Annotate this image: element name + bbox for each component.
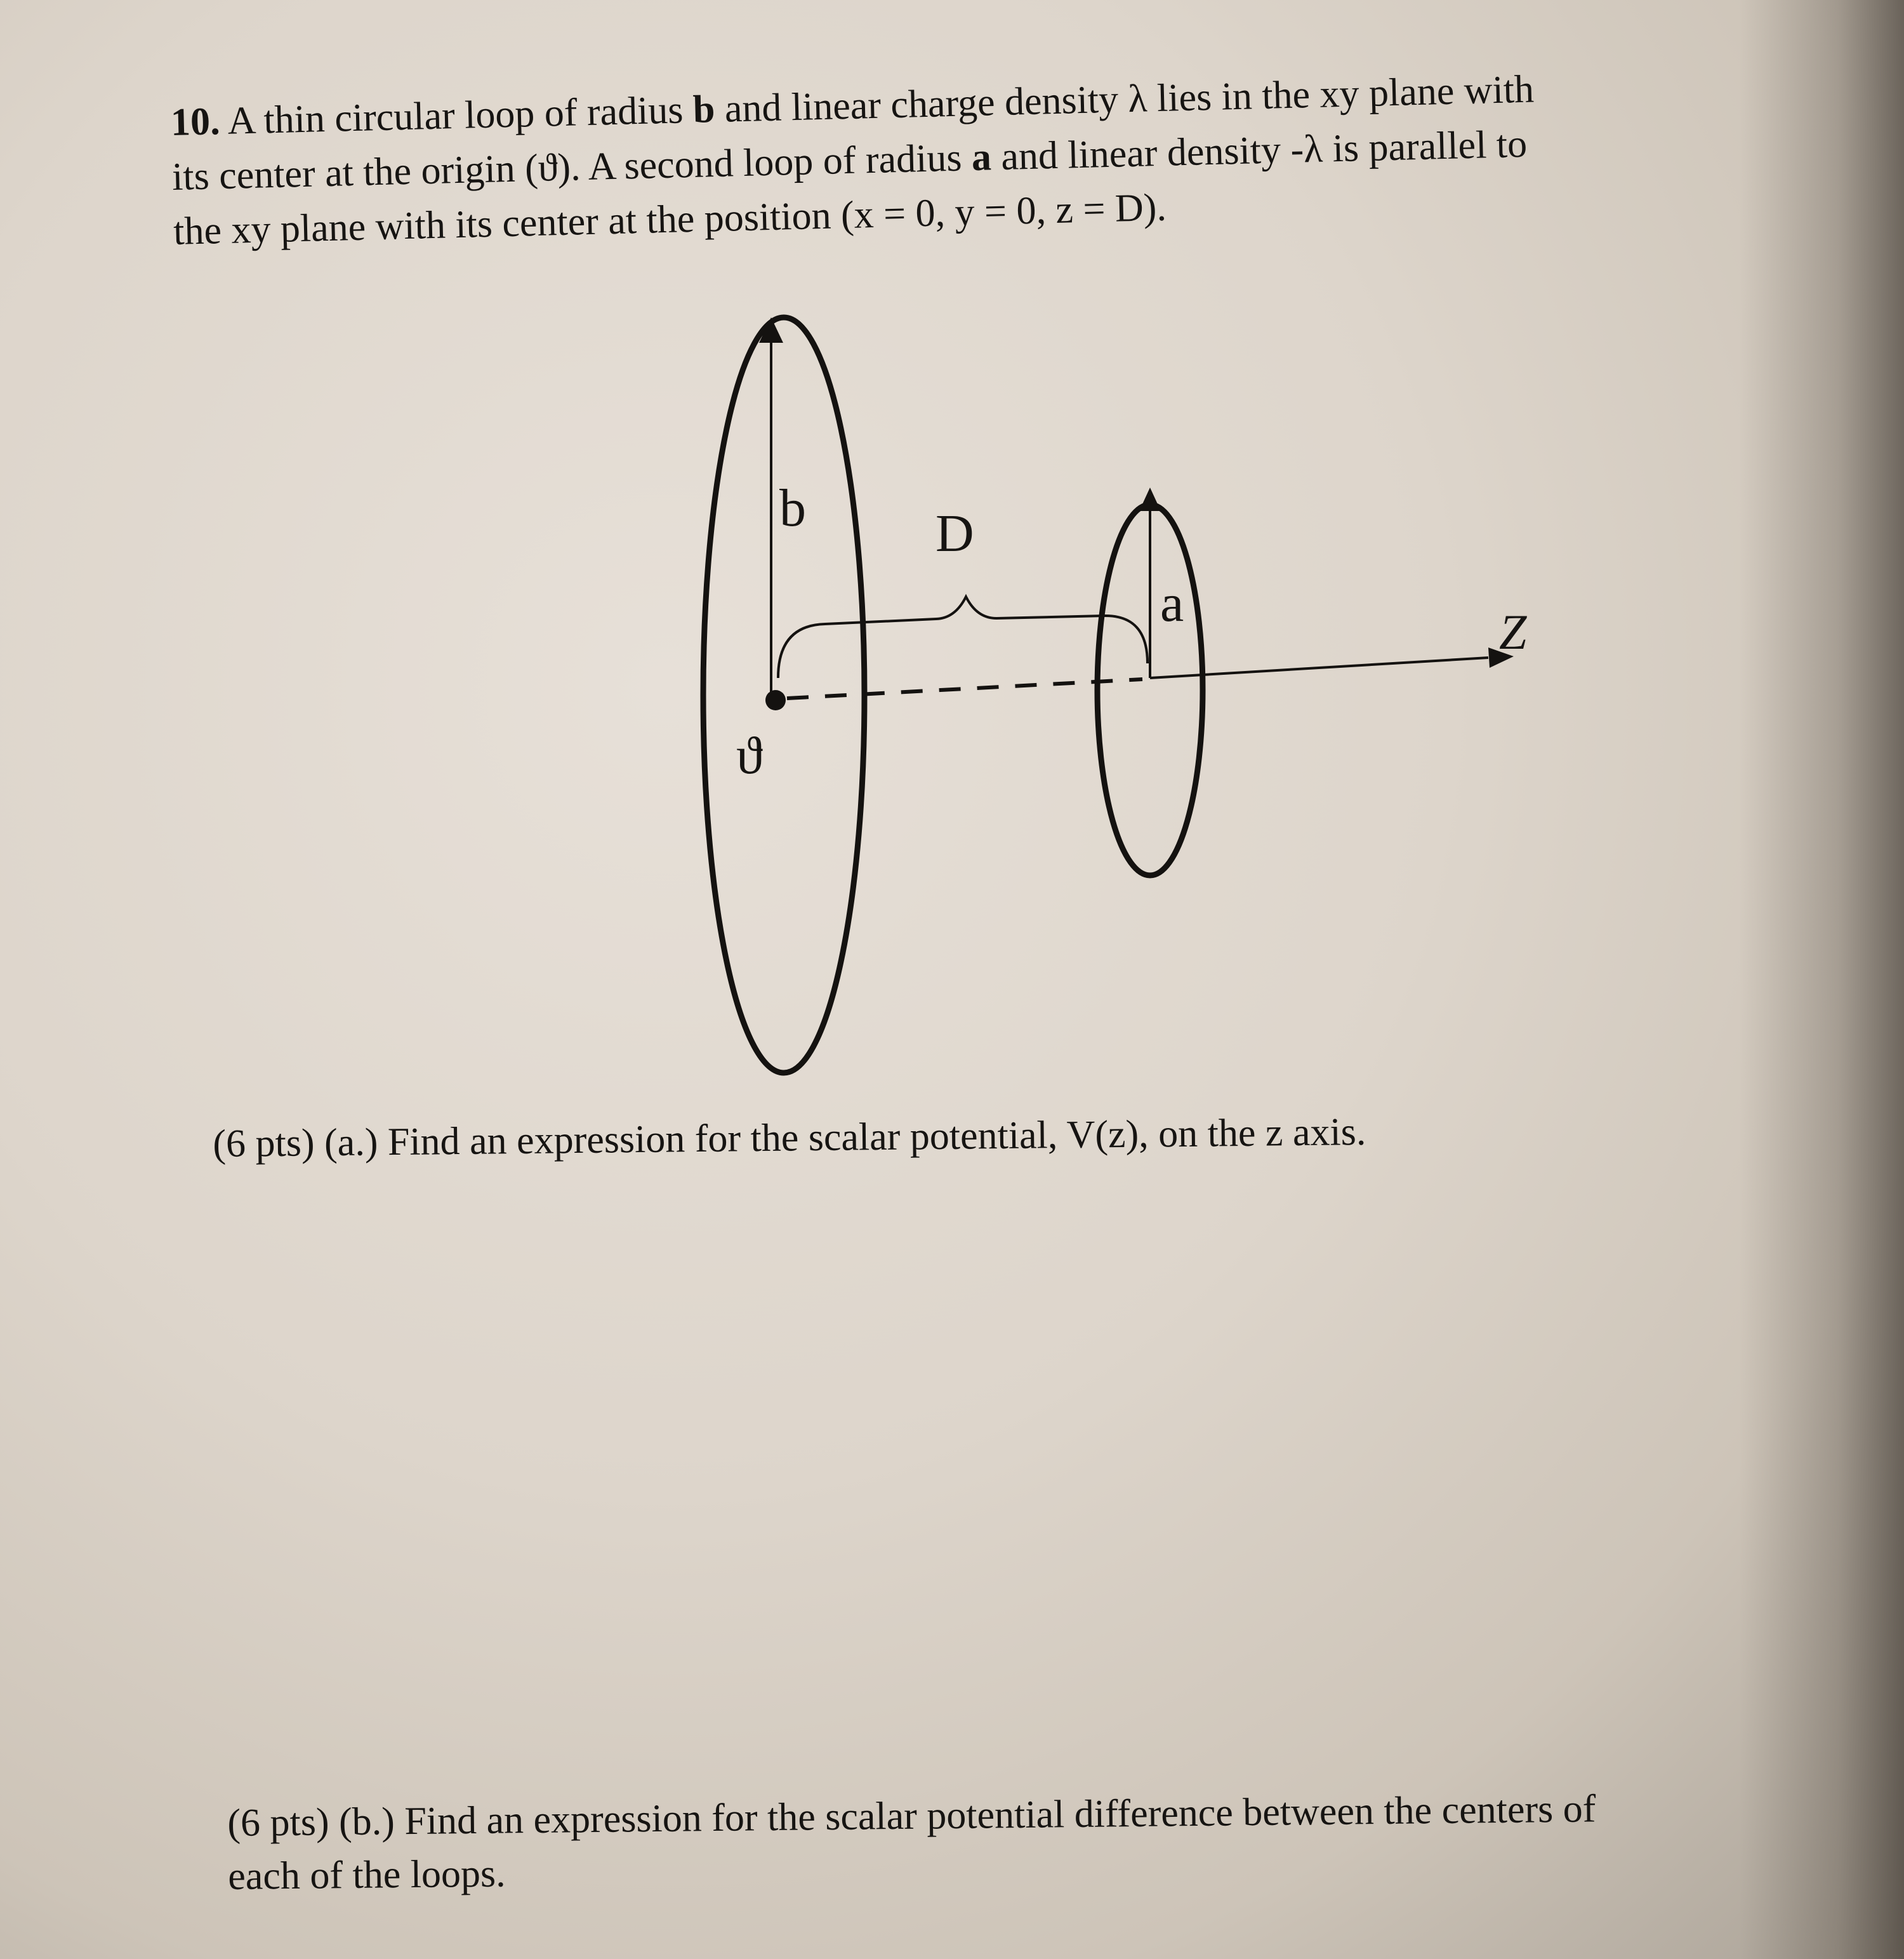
label-b: b <box>779 479 806 538</box>
label-D: D <box>935 504 974 563</box>
origin-point <box>765 690 786 710</box>
label-origin: ϑ <box>736 726 763 785</box>
label-z: Z <box>1499 604 1527 660</box>
problem-text-1a: A thin circular loop of radius <box>227 88 694 143</box>
distance-brace <box>778 597 1147 678</box>
part-b-question <box>227 1782 1597 1903</box>
part-b-line-1: (6 pts) (b.) Find an expression for the scalar potential difference between the centers of <box>227 1787 1596 1845</box>
problem-number: 10. <box>170 100 221 144</box>
label-a: a <box>1160 574 1184 633</box>
radius-a-arrowhead <box>1139 488 1161 511</box>
problem-text-2c: and linear density -λ is parallel to <box>991 122 1528 179</box>
part-b-line-2: each of the loops. <box>227 1852 506 1898</box>
problem-text-2a: its center at the origin (ϑ). A second loop of radius <box>171 136 972 199</box>
radius-a-term: a <box>971 135 992 180</box>
part-a-question: (6 pts) (a.) Find an expression for the scalar potential, V(z), on the z axis. <box>213 1110 1366 1165</box>
problem-line-3: the xy plane with its center at the position (x = 0, y = 0, z = D). <box>173 185 1167 253</box>
problem-text-1c: and linear charge density λ lies in the xy plane with <box>714 67 1535 131</box>
dashed-axis <box>787 679 1142 698</box>
radius-b-term: b <box>692 88 716 131</box>
